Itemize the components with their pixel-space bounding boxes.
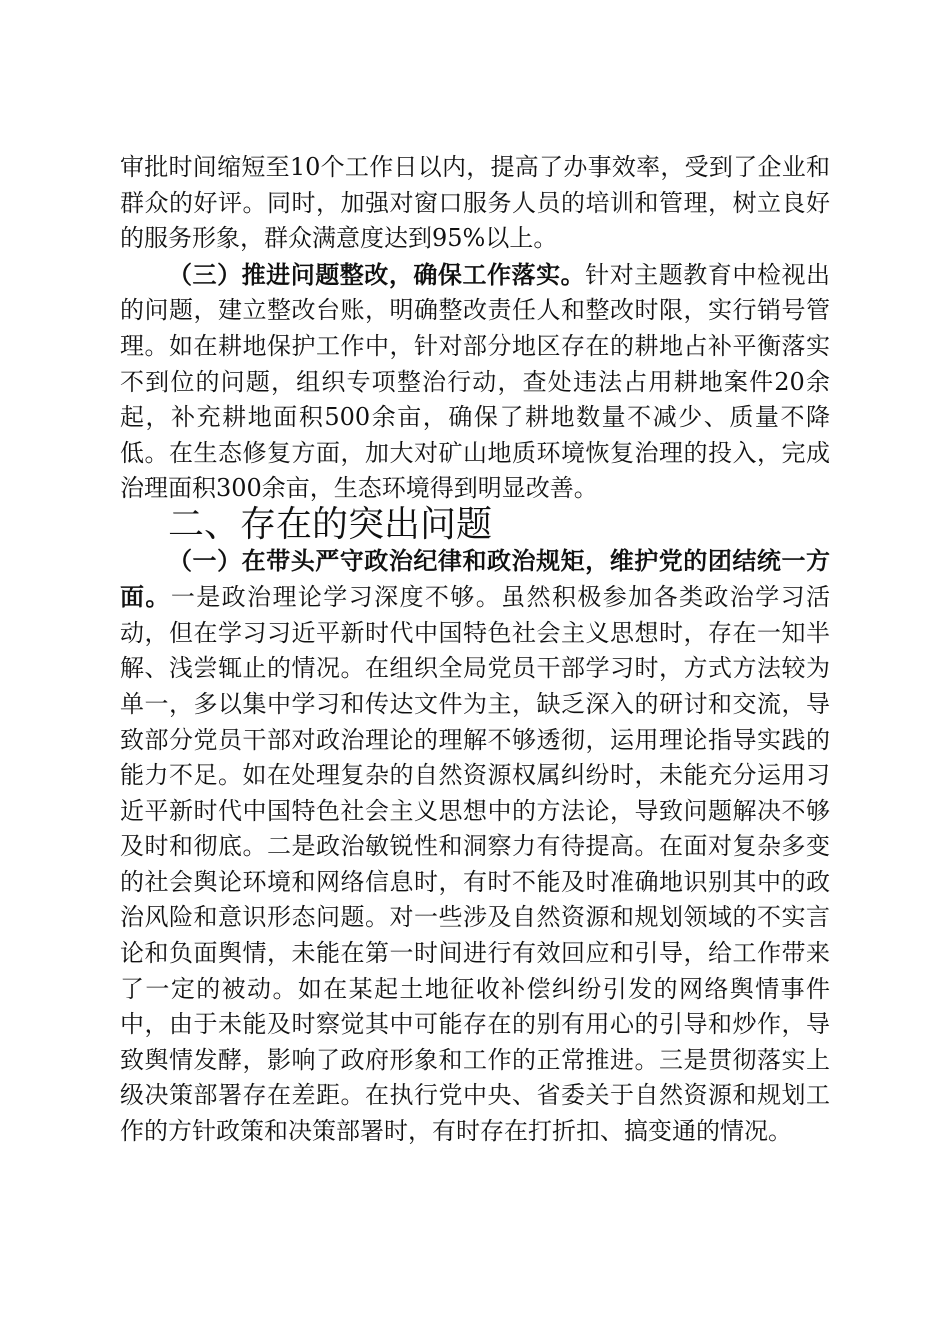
paragraph-text: 针对主题教育中检视出的问题，建立整改台账，明确整改责任人和整改时限，实行销号管理。如在耕地保护工作中，针对部分地区存在的耕地占补平衡落实不到位的问题，组织专项整治行动，查处违法占用耕地案件20余起，补充耕地面积500余亩，确保了耕地数量不减少、质量不降低。在生态修复方面，加大对矿山地质环境恢复治理的投入，完成治理面积300余亩，生态环境得到明显改善。 bbox=[120, 260, 831, 503]
paragraph-political-discipline bbox=[120, 543, 830, 1150]
paragraph-lead: （三）推进问题整改，确保工作落实。 bbox=[168, 259, 586, 289]
paragraph-text: 审批时间缩短至10个工作日以内，提高了办事效率，受到了企业和群众的好评。同时，加强对窗口服务人员的培训和管理，树立良好的服务形象，群众满意度达到95%以上。 bbox=[120, 153, 830, 253]
paragraph-lead: （一）在带头严守政治纪律和政治规矩，维护党的团结统一方面。 bbox=[120, 545, 830, 612]
paragraph-text: 一是政治理论学习深度不够。虽然积极参加各类政治学习活动，但在学习习近平新时代中国特色社会主义思想时，存在一知半解、浅尝辄止的情况。在组织全局党员干部学习时，方式方法较为单一，多以集中学习和传达文件为主，缺乏深入的研讨和交流，导致部分党员干部对政治理论的理解不够透彻，运用理论指导实践的能力不足。如在处理复杂的自然资源权属纠纷时，未能充分运用习近平新时代中国特色社会主义思想中的方法论，导致问题解决不够及时和彻底。二是政治敏锐性和洞察力有待提高。在面对复杂多变的社会舆论环境和网络信息时，有时不能及时准确地识别其中的政治风险和意识形态问题。对一些涉及自然资源和规划领域的不实言论和负面舆情，未能在第一时间进行有效回应和引导，给工作带来了一定的被动。如在某起土地征收补偿纠纷引发的网络舆情事件中，由于未能及时察觉其中可能存在的别有用心的引导和炒作，导致舆情发酵，影响了政府形象和工作的正常推进。三是贯彻落实上级决策部署存在差距。在执行党中央、省委关于自然资源和规划工作的方针政策和决策部署时，有时存在打折扣、搞变通的情况。 bbox=[120, 583, 831, 1146]
paragraph-rectification bbox=[120, 257, 830, 507]
paragraph-continuation bbox=[120, 150, 830, 257]
document-body bbox=[120, 150, 830, 1150]
section-heading: 二、存在的突出问题 bbox=[168, 503, 493, 545]
